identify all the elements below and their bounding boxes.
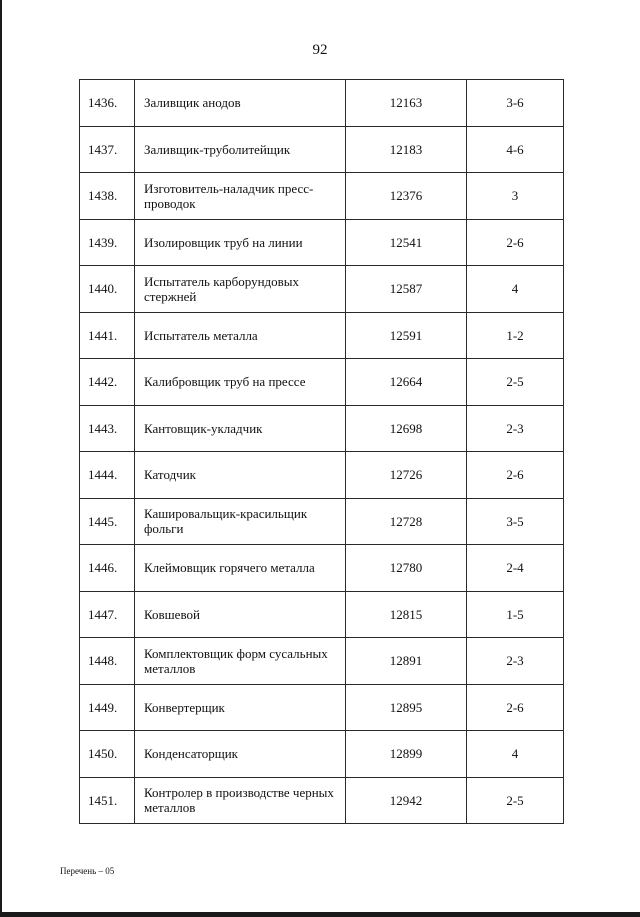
profession-name: Изготовитель-наладчик пресс-проводок — [135, 173, 346, 220]
profession-code: 12899 — [346, 731, 467, 778]
row-number: 1446. — [80, 545, 135, 592]
table-body — [80, 80, 564, 824]
grade-range: 4 — [467, 731, 564, 778]
row-number: 1448. — [80, 638, 135, 685]
profession-name: Калибровщик труб на прессе — [135, 359, 346, 406]
row-number: 1439. — [80, 219, 135, 266]
table-row — [80, 591, 564, 638]
profession-name: Заливщик-труболитейщик — [135, 126, 346, 173]
profession-name: Комплектовщик форм сусальных металлов — [135, 638, 346, 685]
profession-name: Конденсаторщик — [135, 731, 346, 778]
row-number: 1449. — [80, 684, 135, 731]
profession-code: 12780 — [346, 545, 467, 592]
grade-range: 2-6 — [467, 684, 564, 731]
profession-name: Испытатель металла — [135, 312, 346, 359]
profession-code: 12942 — [346, 777, 467, 824]
profession-code: 12183 — [346, 126, 467, 173]
profession-code: 12591 — [346, 312, 467, 359]
footer-label: Перечень – 05 — [60, 866, 115, 876]
table-row — [80, 359, 564, 406]
profession-code: 12815 — [346, 591, 467, 638]
row-number: 1444. — [80, 452, 135, 499]
table-row — [80, 777, 564, 824]
profession-code: 12664 — [346, 359, 467, 406]
profession-name: Кантовщик-укладчик — [135, 405, 346, 452]
row-number: 1443. — [80, 405, 135, 452]
table-row — [80, 312, 564, 359]
profession-name: Ковшевой — [135, 591, 346, 638]
row-number: 1440. — [80, 266, 135, 313]
grade-range: 4-6 — [467, 126, 564, 173]
grade-range: 2-5 — [467, 777, 564, 824]
grade-range: 2-3 — [467, 638, 564, 685]
table-row — [80, 126, 564, 173]
profession-name: Кашировальщик-красильщик фольги — [135, 498, 346, 545]
profession-name: Контролер в производстве черных металлов — [135, 777, 346, 824]
profession-code: 12163 — [346, 80, 467, 127]
row-number: 1437. — [80, 126, 135, 173]
profession-code: 12726 — [346, 452, 467, 499]
row-number: 1445. — [80, 498, 135, 545]
table-row — [80, 638, 564, 685]
table-row — [80, 498, 564, 545]
row-number: 1442. — [80, 359, 135, 406]
grade-range: 3 — [467, 173, 564, 220]
profession-table — [79, 79, 564, 824]
profession-code: 12895 — [346, 684, 467, 731]
profession-code: 12587 — [346, 266, 467, 313]
scan-bottom-edge — [0, 912, 640, 917]
table-row — [80, 80, 564, 127]
grade-range: 3-6 — [467, 80, 564, 127]
table-row — [80, 452, 564, 499]
profession-name: Испытатель карборундовых стержней — [135, 266, 346, 313]
table-row — [80, 173, 564, 220]
profession-name: Заливщик анодов — [135, 80, 346, 127]
page-number: 92 — [312, 42, 328, 58]
profession-code: 12728 — [346, 498, 467, 545]
profession-name: Клеймовщик горячего металла — [135, 545, 346, 592]
grade-range: 1-2 — [467, 312, 564, 359]
grade-range: 1-5 — [467, 591, 564, 638]
profession-name: Катодчик — [135, 452, 346, 499]
grade-range: 2-5 — [467, 359, 564, 406]
row-number: 1436. — [80, 80, 135, 127]
profession-name: Изолировщик труб на линии — [135, 219, 346, 266]
row-number: 1441. — [80, 312, 135, 359]
table-row — [80, 266, 564, 313]
row-number: 1447. — [80, 591, 135, 638]
profession-code: 12698 — [346, 405, 467, 452]
scan-left-edge — [0, 0, 2, 917]
grade-range: 2-3 — [467, 405, 564, 452]
profession-code: 12891 — [346, 638, 467, 685]
row-number: 1451. — [80, 777, 135, 824]
grade-range: 2-6 — [467, 452, 564, 499]
row-number: 1438. — [80, 173, 135, 220]
table-row — [80, 731, 564, 778]
table-row — [80, 219, 564, 266]
grade-range: 4 — [467, 266, 564, 313]
profession-name: Конвертерщик — [135, 684, 346, 731]
profession-code: 12376 — [346, 173, 467, 220]
grade-range: 2-6 — [467, 219, 564, 266]
profession-code: 12541 — [346, 219, 467, 266]
table-row — [80, 545, 564, 592]
table-row — [80, 684, 564, 731]
table-row — [80, 405, 564, 452]
row-number: 1450. — [80, 731, 135, 778]
grade-range: 3-5 — [467, 498, 564, 545]
grade-range: 2-4 — [467, 545, 564, 592]
